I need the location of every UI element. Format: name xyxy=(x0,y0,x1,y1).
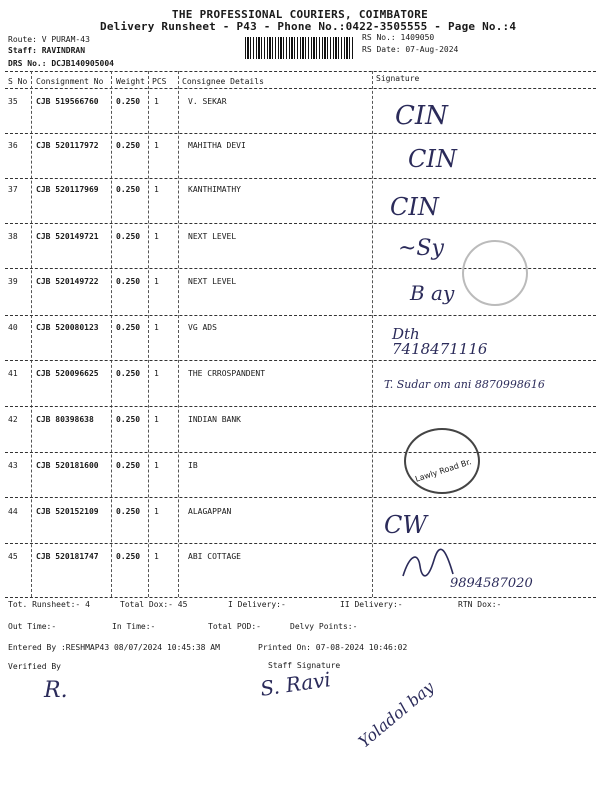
row-consignee: KANTHIMATHY xyxy=(188,185,241,194)
row-signature: Dth 7418471116 xyxy=(392,325,488,358)
row-consignment: CJB 520080123 xyxy=(36,323,99,332)
row-sno: 37 xyxy=(8,185,18,194)
row-weight: 0.250 xyxy=(116,552,141,561)
row-consignee: ALAGAPPAN xyxy=(188,507,232,516)
row-pcs: 1 xyxy=(154,461,159,470)
rs-number: RS No.: 1409050 xyxy=(362,33,435,42)
bank-stamp xyxy=(404,428,480,494)
row-consignee: NEXT LEVEL xyxy=(188,232,237,241)
row-signature: CIN xyxy=(408,145,457,173)
printed-on: Printed On: 07-08-2024 10:46:02 xyxy=(258,643,408,652)
row-pcs: 1 xyxy=(154,369,159,378)
document-title: THE PROFESSIONAL COURIERS, COIMBATORE xyxy=(171,8,429,21)
row-signature: B ay xyxy=(410,281,455,305)
row-pcs: 1 xyxy=(154,232,159,241)
row-consignment: CJB 520117969 xyxy=(36,185,99,194)
scribble-signature-icon xyxy=(398,546,458,588)
divider xyxy=(5,360,596,361)
row-consignment: CJB 520149721 xyxy=(36,232,99,241)
barcode xyxy=(245,37,355,59)
verified-signature: R. xyxy=(44,678,68,703)
row-sno: 35 xyxy=(8,97,18,106)
divider xyxy=(5,452,596,453)
route: Route: V PURAM-43 xyxy=(8,35,90,44)
table-row xyxy=(0,185,600,231)
row-signature: CIN xyxy=(395,101,448,131)
row-pcs: 1 xyxy=(154,277,159,286)
total-pod: Total POD:- xyxy=(208,622,261,631)
row-weight: 0.250 xyxy=(116,232,141,241)
divider xyxy=(5,406,596,407)
row-weight: 0.250 xyxy=(116,141,141,150)
row-weight: 0.250 xyxy=(116,277,141,286)
row-weight: 0.250 xyxy=(116,369,141,378)
staff-signature: S. Ravi xyxy=(258,667,333,701)
divider xyxy=(5,315,596,316)
divider xyxy=(5,71,596,72)
row-pcs: 1 xyxy=(154,141,159,150)
table-row xyxy=(0,507,600,553)
table-row xyxy=(0,552,600,598)
in-time: In Time:- xyxy=(112,622,156,631)
col-header-sno: S No xyxy=(8,77,28,86)
row-consignment: CJB 520117972 xyxy=(36,141,99,150)
row-sno: 44 xyxy=(8,507,18,516)
row-sno: 41 xyxy=(8,369,18,378)
table-row xyxy=(0,323,600,369)
row-weight: 0.250 xyxy=(116,507,141,516)
row-pcs: 1 xyxy=(154,552,159,561)
row-pcs: 1 xyxy=(154,415,159,424)
row-pcs: 1 xyxy=(154,97,159,106)
ii-delivery: II Delivery:- xyxy=(340,600,403,609)
table-row xyxy=(0,415,600,461)
rs-date: RS Date: 07-Aug-2024 xyxy=(362,45,459,54)
row-consignee: MAHITHA DEVI xyxy=(188,141,246,150)
col-header-signature: Signature xyxy=(376,74,420,83)
row-pcs: 1 xyxy=(154,507,159,516)
handwritten-note: Yoladol bay xyxy=(354,677,438,752)
row-signature: CIN xyxy=(390,193,439,221)
row-weight: 0.250 xyxy=(116,415,141,424)
faded-stamp xyxy=(462,240,528,306)
rtn-dox: RTN Dox:- xyxy=(458,600,502,609)
row-signature: ~Sy xyxy=(398,236,444,261)
divider xyxy=(5,597,596,598)
row-consignment: CJB 520152109 xyxy=(36,507,99,516)
row-sno: 40 xyxy=(8,323,18,332)
col-header-pcs: PCS xyxy=(152,77,167,86)
out-time: Out Time:- xyxy=(8,622,57,631)
runsheet-subtitle: Delivery Runsheet - P43 - Phone No.:0422-3505555 - Page No.:4 xyxy=(100,20,517,33)
divider xyxy=(5,543,596,544)
divider xyxy=(5,88,596,89)
row-consignee: IB xyxy=(188,461,198,470)
row-signature: 9894587020 xyxy=(450,576,533,591)
row-consignment: CJB 520181747 xyxy=(36,552,99,561)
row-consignee: VG ADS xyxy=(188,323,217,332)
row-consignee: INDIAN BANK xyxy=(188,415,241,424)
row-sno: 43 xyxy=(8,461,18,470)
entered-by: Entered By :RESHMAP43 08/07/2024 10:45:38 AM xyxy=(8,643,220,652)
row-weight: 0.250 xyxy=(116,323,141,332)
i-delivery: I Delivery:- xyxy=(228,600,286,609)
delvy-points: Delvy Points:- xyxy=(290,622,358,631)
total-dox: Total Dox:- 45 xyxy=(120,600,188,609)
row-consignment: CJB 520181600 xyxy=(36,461,99,470)
row-weight: 0.250 xyxy=(116,461,141,470)
row-consignee: ABI COTTAGE xyxy=(188,552,241,561)
row-weight: 0.250 xyxy=(116,185,141,194)
row-consignee: V. SEKAR xyxy=(188,97,227,106)
row-sno: 38 xyxy=(8,232,18,241)
row-consignment: CJB 519566760 xyxy=(36,97,99,106)
row-consignment: CJB 520149722 xyxy=(36,277,99,286)
table-row xyxy=(0,461,600,507)
row-sno: 36 xyxy=(8,141,18,150)
row-sno: 42 xyxy=(8,415,18,424)
staff: Staff: RAVINDRAN xyxy=(8,46,86,55)
divider xyxy=(5,223,596,224)
row-pcs: 1 xyxy=(154,185,159,194)
table-row xyxy=(0,369,600,415)
divider xyxy=(5,497,596,498)
row-consignment: CJB 520096625 xyxy=(36,369,99,378)
col-header-consignment: Consignment No xyxy=(36,77,104,86)
row-consignee: NEXT LEVEL xyxy=(188,277,237,286)
tot-runsheet: Tot. Runsheet:- 4 xyxy=(8,600,90,609)
drs-number: DRS No.: DCJB140905004 xyxy=(8,59,114,68)
verified-by-label: Verified By xyxy=(8,662,61,671)
row-signature: T. Sudar om ani 8870998616 xyxy=(384,378,545,391)
row-sno: 45 xyxy=(8,552,18,561)
row-consignee: THE CRROSPANDENT xyxy=(188,369,266,378)
row-sno: 39 xyxy=(8,277,18,286)
row-signature: Lawly Road Br. xyxy=(414,457,473,484)
row-signature: CW xyxy=(384,511,428,539)
divider xyxy=(5,133,596,134)
row-pcs: 1 xyxy=(154,323,159,332)
col-header-weight: Weight xyxy=(116,77,145,86)
row-consignment: CJB 80398638 xyxy=(36,415,94,424)
col-header-consignee: Consignee Details xyxy=(182,77,264,86)
table-row xyxy=(0,97,600,143)
staff-signature-label: Staff Signature xyxy=(268,661,341,670)
table-row xyxy=(0,141,600,187)
divider xyxy=(5,178,596,179)
row-weight: 0.250 xyxy=(116,97,141,106)
